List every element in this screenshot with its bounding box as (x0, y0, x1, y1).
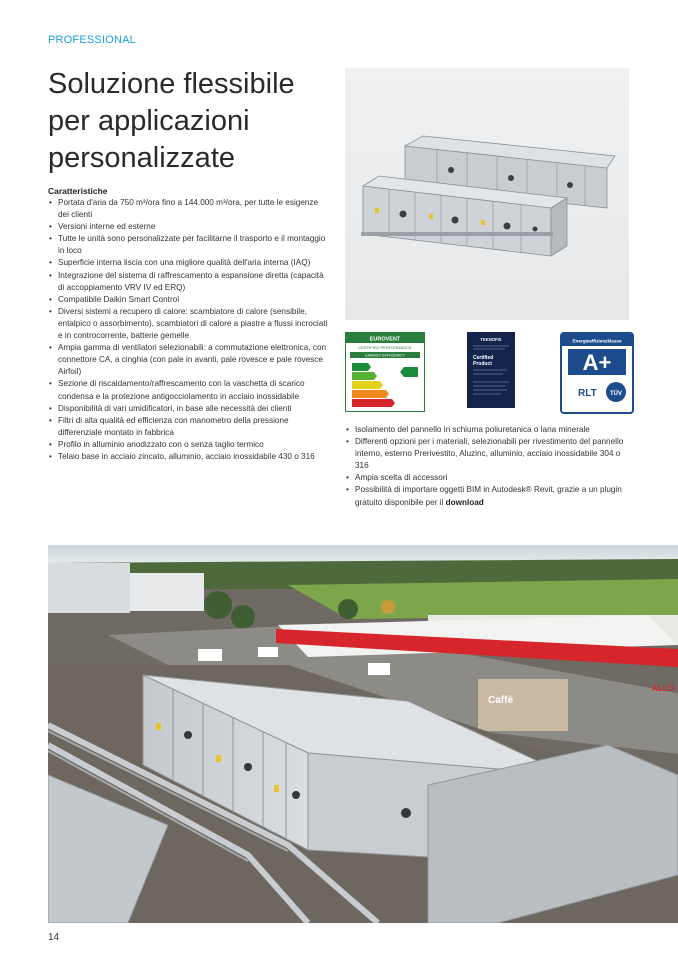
list-item: • Ampia gamma di ventilatori selezionabili: a commutazione elettronica, con connettore CA, a cinghia (con pale in avanti, pale rovesce e pale rovesce Airfoil) (48, 342, 331, 378)
eurovent-certification-logo (345, 332, 425, 412)
shop-sign-text: Caffè (488, 695, 514, 706)
list-item: • Sezione di riscaldamento/raffrescamento con la vaschetta di scarico condensa e la protezione antigocciolamento in acciaio inossidabile (48, 378, 331, 402)
teknofix-certified: Certified (473, 355, 494, 361)
list-item-bim (345, 484, 630, 508)
energy-efficiency-class-logo (560, 332, 634, 414)
energy-class-grade: A+ (582, 350, 612, 375)
list-item: • Ampia scelta di accessori (345, 472, 630, 484)
download-link[interactable]: download (445, 497, 484, 507)
list-item: • Differenti opzioni per i materiali, selezionabili per rivestimento del pannello interno, esterno Prerivestito, Aluzinc, alluminio, acciaio inossidabile 304 o 316 (345, 436, 630, 472)
title-line: per applicazioni (48, 105, 250, 137)
list-item: • Tutte le unità sono personalizzate per facilitarne il trasporto e il montaggio in loco (48, 233, 331, 257)
list-item: • Telaio base in acciaio zincato, alluminio, acciaio inossidabile 430 o 316 (48, 451, 331, 463)
list-item: • Portata d'aria da 750 m³/ora fino a 144.000 m³/ora, per tutte le esigenze dei clienti (48, 197, 331, 221)
title-line: Soluzione flessibile (48, 68, 295, 100)
shop-sign-text-2: ALLO (652, 684, 674, 693)
eurovent-subtitle: CERTIFIED PERFORMANCE (358, 345, 412, 350)
features-list-left (48, 197, 331, 463)
features-right-column (345, 424, 630, 509)
rooftop-installation-photo (48, 545, 678, 923)
teknofix-brand: TEKNOFIX (480, 337, 502, 342)
list-item: • Isolamento del pannello in schiuma poliuretanica o lana minerale (345, 424, 630, 436)
section-label: PROFESSIONAL (48, 34, 136, 46)
title-line: personalizzate (48, 142, 235, 174)
rooftop-scene-illustration (48, 545, 678, 923)
features-left-column (48, 186, 331, 463)
list-item: • Profilo in alluminio anodizzato con o senza taglio termico (48, 439, 331, 451)
rlt-logo-text: RLT (578, 388, 597, 399)
energy-class-heading: Energieeffizienzklasse (572, 338, 622, 344)
list-item: • Filtri di alta qualità ed efficienza con manometro della pressione differenziale montato in fabbrica (48, 415, 331, 439)
list-item: • Versioni interne ed esterne (48, 221, 331, 233)
tuv-logo-text: TÜV (610, 391, 622, 397)
list-item: • Integrazione del sistema di raffrescamento a espansione diretta (capacità di accoppiamento VRV IV ed ERQ) (48, 270, 331, 294)
air-handling-unit-illustration (345, 68, 629, 320)
list-item: • Superficie interna liscia con una migliore qualità dell'aria interna (IAQ) (48, 257, 331, 269)
eurovent-energy-label: ENERGY EFFICIENCY (365, 353, 405, 358)
energy-scale-bars (352, 363, 395, 407)
list-item: • Disponibilità di vari umidificatori, in base alle necessità dei clienti (48, 403, 331, 415)
teknofix-product: Product (473, 361, 492, 367)
page-number: 14 (48, 932, 60, 943)
list-item: • Diversi sistemi a recupero di calore: scambiatore di calore (sensibile, entalpico o assorbimento), scambiatori di calore a piastre a flussi incrociati e in controcorrente, batterie gemelle (48, 306, 331, 342)
features-list-right (345, 424, 630, 509)
features-heading: Caratteristiche (48, 186, 108, 196)
list-item: • Compatibile Daikin Smart Control (48, 294, 331, 306)
bim-text: Possibilità di importare oggetti BIM in Autodesk® Revit, grazie a un plugin gratuito disponibile per il (355, 485, 622, 507)
page-title (48, 66, 338, 177)
product-photo (345, 68, 629, 320)
teknofix-certified-product-logo (467, 332, 515, 408)
eurovent-title: EUROVENT (369, 336, 401, 343)
